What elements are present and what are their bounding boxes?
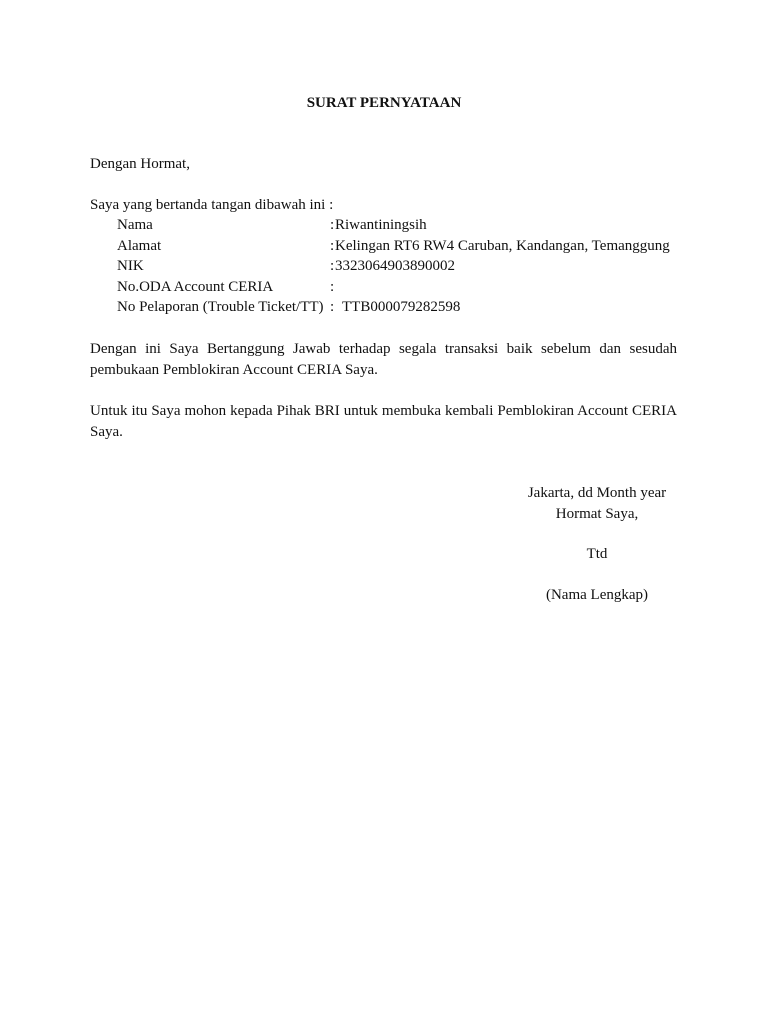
greeting: Dengan Hormat,	[90, 156, 190, 172]
document-title: SURAT PERNYATAAN	[306, 95, 462, 111]
field-separator: :	[330, 258, 335, 275]
field-value-nik: 3323064903890002	[335, 258, 455, 275]
signature-closing: Hormat Saya,	[555, 506, 639, 522]
field-label-nama: Nama	[117, 217, 153, 233]
request-paragraph: Untuk itu Saya mohon kepada Pihak BRI untuk membuka kembali Pemblokiran Account CERIA Saya.	[90, 403, 677, 440]
field-row-oda-account	[117, 277, 697, 298]
field-row-nama	[117, 215, 697, 236]
responsibility-paragraph: Dengan ini Saya Bertanggung Jawab terhadap segala transaksi baik sebelum dan sesudah pembukaan Pemblokiran Account CERIA Saya.	[90, 341, 677, 378]
field-separator: :	[330, 299, 335, 316]
identity-fields	[117, 215, 697, 318]
field-row-trouble-ticket	[117, 297, 697, 318]
signature-name: (Nama Lengkap)	[545, 587, 649, 603]
field-separator: :	[330, 237, 335, 254]
intro-line: Saya yang bertanda tangan dibawah ini :	[90, 197, 334, 213]
field-row-nik	[117, 256, 697, 277]
field-value-nama: Riwantiningsih	[335, 217, 427, 233]
field-separator: :	[330, 278, 335, 295]
signature-place-date: Jakarta, dd Month year	[527, 485, 667, 501]
field-value-alamat: Kelingan RT6 RW4 Caruban, Kandangan, Temanggung	[335, 237, 670, 254]
field-label-alamat: Alamat	[117, 237, 162, 254]
field-separator: :	[330, 217, 335, 233]
field-label-nik: NIK	[117, 258, 144, 275]
field-row-alamat	[117, 236, 697, 257]
field-value-trouble-ticket: TTB000079282598	[342, 299, 461, 316]
field-label-trouble-ticket: No Pelaporan (Trouble Ticket/TT)	[117, 299, 324, 316]
field-label-oda-account: No.ODA Account CERIA	[117, 278, 274, 295]
signature-ttd: Ttd	[586, 546, 608, 562]
